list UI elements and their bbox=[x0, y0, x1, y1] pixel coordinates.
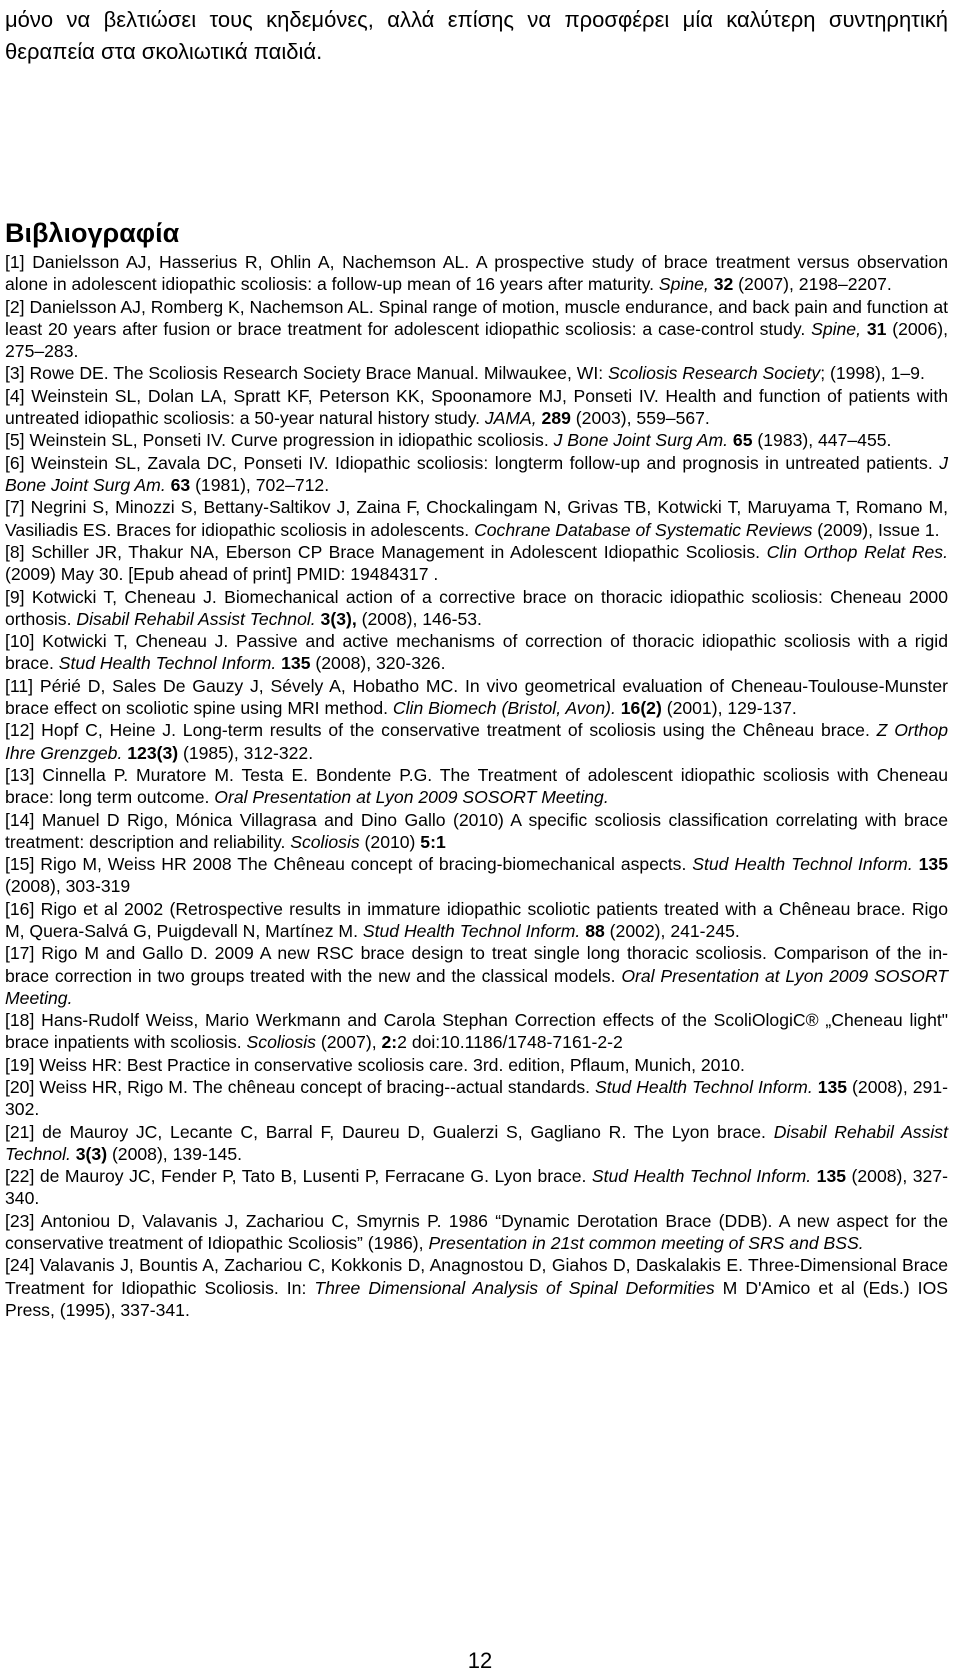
reference-text: 16(2) bbox=[620, 697, 662, 718]
reference-text: Cochrane Database of Systematic Reviews bbox=[474, 519, 813, 540]
reference-text: [1] Danielsson AJ, Hasserius R, Ohlin A, Nachemson AL. A prospective study of brace treatment versus observation alone in adolescent idiopathic scoliosis: a follow-up mean of 16 years after maturity. bbox=[5, 252, 948, 295]
reference-text: Scoliosis bbox=[246, 1032, 316, 1053]
reference-text: Stud Health Technol Inform. bbox=[595, 1077, 813, 1098]
reference-list bbox=[5, 251, 948, 1321]
reference-entry bbox=[5, 496, 948, 540]
reference-text: [20] Weiss HR, Rigo M. The chêneau concept of bracing--actual standards. bbox=[5, 1077, 596, 1098]
reference-text: (2010) bbox=[359, 831, 421, 852]
reference-entry bbox=[5, 764, 948, 808]
reference-text: 32 bbox=[713, 274, 734, 295]
reference-text: [12] Hopf C, Heine J. Long-term results of the conservative treatment of scoliosis using the Chêneau brace. bbox=[5, 720, 877, 741]
reference-text: [8] Schiller JR, Thakur NA, Eberson CP Brace Management in Adolescent Idiopathic Scoliosis. bbox=[5, 541, 767, 562]
reference-entry bbox=[5, 1254, 948, 1321]
reference-entry bbox=[5, 809, 948, 853]
reference-text: (2009), Issue 1. bbox=[812, 519, 940, 540]
reference-text: J Bone Joint Surg Am. bbox=[5, 452, 948, 495]
reference-text: 123(3) bbox=[127, 742, 179, 763]
reference-text: 289 bbox=[541, 407, 571, 428]
reference-text: (2008), 139-145. bbox=[107, 1143, 243, 1164]
reference-text: (1983), 447–455. bbox=[752, 430, 892, 451]
reference-entry bbox=[5, 1121, 948, 1165]
reference-text: 135 bbox=[816, 1166, 847, 1187]
reference-text: [2] Danielsson AJ, Romberg K, Nachemson AL. Spinal range of motion, muscle endurance, and back pain and function at least 20 years after fusion or brace treatment for adolescent idiopathic scoliosis: a case-control study. bbox=[5, 296, 948, 339]
reference-text: Stud Health Technol Inform. bbox=[58, 653, 277, 674]
reference-text: (2009) May 30. [Epub ahead of print] PMID: 19484317 . bbox=[5, 564, 439, 585]
reference-text: [9] Kotwicki T, Cheneau J. Biomechanical action of a corrective brace on thoracic idiopathic scoliosis: Cheneau 2000 orthosis. bbox=[5, 586, 948, 629]
reference-text: [10] Kotwicki T, Cheneau J. Passive and active mechanisms of correction of thoracic idiopathic scoliosis with a rigid brace. bbox=[5, 631, 948, 674]
reference-entry bbox=[5, 675, 948, 719]
reference-text: Scoliosis bbox=[290, 831, 360, 852]
reference-text: (2008), 320-326. bbox=[310, 653, 446, 674]
reference-entry bbox=[5, 251, 948, 295]
reference-text: (2003), 559–567. bbox=[570, 407, 710, 428]
reference-text: (2008), 291-302. bbox=[5, 1077, 948, 1120]
reference-entry bbox=[5, 1054, 948, 1076]
reference-entry bbox=[5, 1165, 948, 1209]
reference-entry bbox=[5, 296, 948, 363]
reference-entry bbox=[5, 942, 948, 1009]
reference-text: [23] Antoniou D, Valavanis J, Zachariou C, Smyrnis P. 1986 “Dynamic Derotation Brace (DDB). A new aspect for the conservative treatment of Idiopathic Scoliosis” (1986), bbox=[5, 1210, 948, 1254]
reference-entry bbox=[5, 586, 948, 630]
reference-text: Three Dimensional Analysis of Spinal Deformities bbox=[314, 1277, 715, 1298]
reference-text: [17] Rigo M and Gallo D. 2009 A new RSC brace design to treat single long thoracic scoliosis. Comparison of the in-brace correction in two groups treated with the new and the classical models. bbox=[5, 943, 948, 986]
reference-text: JAMA, bbox=[484, 407, 537, 428]
reference-text: 88 bbox=[585, 920, 605, 941]
reference-text: [6] Weinstein SL, Zavala DC, Ponseti IV. Idiopathic scoliosis: longterm follow-up and prognosis in untreated patients. bbox=[5, 452, 940, 473]
reference-text: (1985), 312-322. bbox=[178, 742, 314, 763]
reference-text: (2008), 146-53. bbox=[356, 608, 482, 629]
reference-text: [7] Negrini S, Minozzi S, Bettany-Saltikov J, Zaina F, Chockalingam N, Grivas TB, Kotwicki T, Maruyama T, Romano M, Vasiliadis ES. Braces for idiopathic scoliosis in adolescents. bbox=[5, 497, 948, 540]
reference-text: [5] Weinstein SL, Ponseti IV. Curve progression in idiopathic scoliosis. bbox=[5, 430, 554, 451]
reference-text: [18] Hans-Rudolf Weiss, Mario Werkmann and Carola Stephan Correction effects of the ScoliOlogiC® „Cheneau light" brace inpatients with scoliosis. bbox=[5, 1010, 948, 1053]
reference-text: (2008), 327-340. bbox=[5, 1166, 948, 1209]
reference-text: Stud Health Technol Inform. bbox=[692, 854, 913, 875]
reference-entry bbox=[5, 898, 948, 942]
reference-text: (2007), bbox=[315, 1032, 382, 1053]
reference-text: (1981), 702–712. bbox=[190, 474, 330, 495]
reference-text: 135 bbox=[918, 854, 948, 875]
reference-text: [21] de Mauroy JC, Lecante C, Barral F, Daureu D, Gualerzi S, Gagliano R. The Lyon brace. bbox=[5, 1121, 774, 1142]
reference-entry bbox=[5, 719, 948, 763]
reference-text: 135 bbox=[817, 1077, 848, 1098]
bibliography-heading: Βιβλιογραφία bbox=[5, 218, 180, 248]
reference-text: Z Orthop Ihre Grenzgeb. bbox=[5, 720, 949, 763]
reference-text: 63 bbox=[170, 474, 191, 495]
reference-text: (2002), 241-245. bbox=[604, 920, 740, 941]
reference-text: Scoliosis Research Society bbox=[608, 363, 821, 384]
reference-text: Spine, bbox=[658, 274, 709, 295]
reference-text: 3(3) bbox=[75, 1143, 108, 1164]
reference-text: Disabil Rehabil Assist Technol. bbox=[5, 1121, 948, 1164]
reference-text: Clin Biomech (Bristol, Avon). bbox=[392, 697, 616, 718]
reference-text: Oral Presentation at Lyon 2009 SOSORT Meeting. bbox=[5, 965, 948, 1008]
reference-entry bbox=[5, 385, 948, 429]
reference-text: Stud Health Technol Inform. bbox=[362, 920, 581, 941]
reference-entry bbox=[5, 1009, 948, 1053]
reference-text: (2006), 275–283. bbox=[5, 318, 948, 361]
reference-text: [14] Manuel D Rigo, Mónica Villagrasa and Dino Gallo (2010) A specific scoliosis classification correlating with brace treatment: description and reliability. bbox=[5, 809, 948, 852]
reference-text: [19] Weiss HR: Best Practice in conservative scoliosis care. 3rd. edition, Pflaum, Munich, 2010. bbox=[5, 1054, 745, 1075]
reference-text: 65 bbox=[732, 430, 753, 451]
reference-text: [24] Valavanis J, Bountis A, Zachariou C, Kokkonis D, Anagnostou D, Giahos D, Daskalakis E. Three-Dimensional Brace Treatment for Idiopathic Scoliosis. In: bbox=[5, 1255, 948, 1298]
reference-text: (2001), 129-137. bbox=[661, 697, 797, 718]
reference-text: J Bone Joint Surg Am. bbox=[553, 430, 729, 451]
reference-entry bbox=[5, 1210, 948, 1254]
reference-text: Spine, bbox=[811, 318, 861, 339]
reference-text: [15] Rigo M, Weiss HR 2008 The Chêneau concept of bracing-biomechanical aspects. bbox=[5, 854, 693, 875]
reference-text: Disabil Rehabil Assist Technol. bbox=[76, 608, 316, 629]
reference-entry bbox=[5, 452, 948, 496]
reference-text: (2008), 303-319 bbox=[5, 876, 131, 897]
reference-text: 135 bbox=[281, 653, 311, 674]
reference-text: 2: bbox=[381, 1032, 398, 1053]
reference-text: [22] de Mauroy JC, Fender P, Tato B, Lusenti P, Ferracane G. Lyon brace. bbox=[5, 1166, 592, 1187]
reference-text: [3] Rowe DE. The Scoliosis Research Society Brace Manual. Milwaukee, WI: bbox=[5, 363, 608, 384]
reference-text: [16] Rigo et al 2002 (Retrospective results in immature idiopathic scoliotic patients treated with a Chêneau brace. Rigo M, Querа-Salvá G, Puigdevall N, Martínez M. bbox=[5, 898, 948, 941]
intro-paragraph: μόνο να βελτιώσει τους κηδεμόνες, αλλά επίσης να προσφέρει μία καλύτερη συντηρητική θεραπεία στα σκολιωτικά παιδιά. bbox=[5, 7, 948, 64]
reference-entry bbox=[5, 429, 948, 451]
reference-entry bbox=[5, 853, 948, 897]
reference-text: Stud Health Technol Inform. bbox=[591, 1166, 812, 1187]
reference-text: 5:1 bbox=[420, 831, 446, 852]
reference-text: Presentation in 21st common meeting of SRS and BSS. bbox=[428, 1233, 864, 1254]
page-number: 12 bbox=[467, 1648, 493, 1673]
reference-text: Clin Orthop Relat Res. bbox=[766, 541, 948, 562]
reference-entry bbox=[5, 1076, 948, 1120]
reference-text: 31 bbox=[866, 318, 887, 339]
reference-entry bbox=[5, 362, 948, 384]
reference-text: [11] Périé D, Sales De Gauzy J, Sévely A, Hobatho MC. In vivo geometrical evaluation of Cheneau-Toulouse-Munster brace effect on scoliotic spine using MRI method. bbox=[5, 675, 948, 718]
reference-text: [13] Cinnella P. Muratore M. Testa E. Bondente P.G. The Treatment of adolescent idiopathic scoliosis with Cheneau brace: long term outcome. bbox=[5, 764, 948, 808]
reference-text: 2 doi:10.1186/1748-7161-2-2 bbox=[397, 1032, 623, 1053]
reference-entry bbox=[5, 630, 948, 674]
reference-text: M D'Amico et al (Eds.) IOS Press, (1995), 337-341. bbox=[5, 1277, 948, 1320]
document-page bbox=[5, 0, 949, 1320]
reference-text: (2007), 2198–2207. bbox=[733, 274, 892, 295]
reference-entry bbox=[5, 541, 948, 585]
reference-text: ; (1998), 1–9. bbox=[820, 363, 925, 384]
reference-text: 3(3), bbox=[320, 608, 357, 629]
reference-text: Oral Presentation at Lyon 2009 SOSORT Meeting. bbox=[214, 787, 609, 808]
reference-text: [4] Weinstein SL, Dolan LA, Spratt KF, Peterson KK, Spoonamore MJ, Ponseti IV. Health and function of patients with untreated idiopathic scoliosis: a 50-year natural history study. bbox=[5, 385, 948, 428]
